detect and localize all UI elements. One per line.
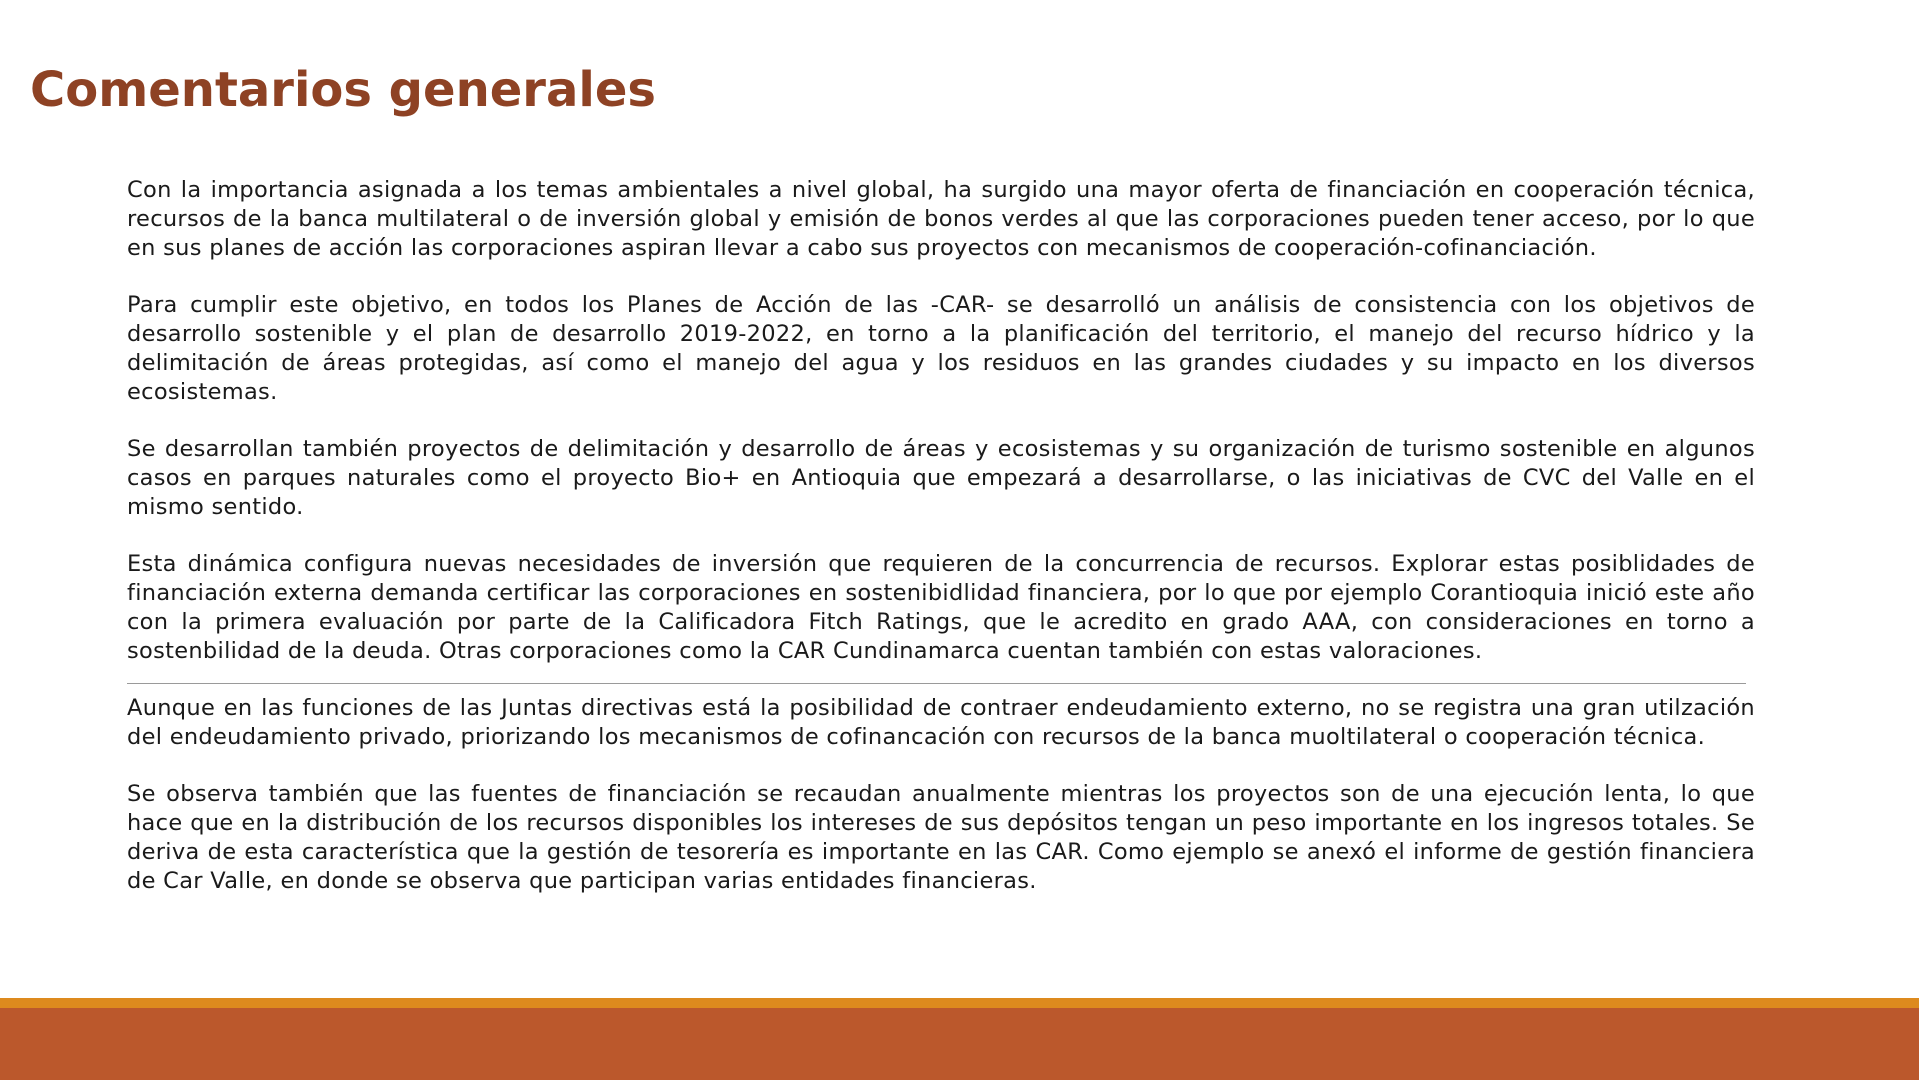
paragraph-action-plans: Para cumplir este objetivo, en todos los Planes de Acción de las -CAR- se desarrolló un análisis de consistencia con los objetivos de desarrollo sostenible y el plan de desarrollo 2019-2022, en torno a la planificación del territorio, el manejo del recurso hídrico y la delimitación de áreas protegidas, así como el manejo del agua y los residuos en las grandes ciudades y su impacto en los diversos ecosistemas.: [127, 292, 1755, 405]
body-text: [127, 176, 1755, 896]
paragraph-ecosystem-projects: Se desarrollan también proyectos de delimitación y desarrollo de áreas y ecosistemas y su organización de turismo sostenible en algunos casos en parques naturales como el proyecto Bio+ en Antioquia que empezará a desarrollarse, o las iniciativas de CVC del Valle en el mismo sentido.: [127, 436, 1755, 520]
paragraph-investment-needs: Esta dinámica configura nuevas necesidades de inversión que requieren de la concurrencia de recursos. Explorar estas posiblidades de financiación externa demanda certificar las corporaciones en sostenibidlidad financiera, por lo que por ejemplo Corantioquia inició este año con la primera evaluación por parte de la Calificadora Fitch Ratings, que le acredito en grado AAA, con consideraciones en torno a sostenbilidad de la deuda. Otras corporaciones como la CAR Cundinamarca cuentan también con estas valoraciones.: [127, 551, 1755, 664]
divider-line: [127, 683, 1746, 684]
footer-accent-stripe: [0, 998, 1919, 1008]
paragraph-treasury: Se observa también que las fuentes de financiación se recaudan anualmente mientras los proyectos son de una ejecución lenta, lo que hace que en la distribución de los recursos disponibles los intereses de sus depósitos tengan un peso importante en los ingresos totales. Se deriva de esta característica que la gestión de tesorería es importante en las CAR. Como ejemplo se anexó el informe de gestión financiera de Car Valle, en donde se observa que participan varias entidades financieras.: [127, 781, 1755, 894]
paragraph-financing-offer: Con la importancia asignada a los temas ambientales a nivel global, ha surgido una mayor oferta de financiación en cooperación técnica, recursos de la banca multilateral o de inversión global y emisión de bonos verdes al que las corporaciones pueden tener acceso, por lo que en sus planes de acción las corporaciones aspiran llevar a cabo sus proyectos con mecanismos de cooperación-cofinanciación.: [127, 177, 1755, 261]
slide-title: Comentarios generales: [30, 62, 656, 118]
paragraph-debt: Aunque en las funciones de las Juntas directivas está la posibilidad de contraer endeudamiento externo, no se registra una gran utilzación del endeudamiento privado, priorizando los mecanismos de cofinancación con recursos de la banca muoltilateral o cooperación técnica.: [127, 695, 1755, 750]
footer-band: [0, 1008, 1919, 1080]
